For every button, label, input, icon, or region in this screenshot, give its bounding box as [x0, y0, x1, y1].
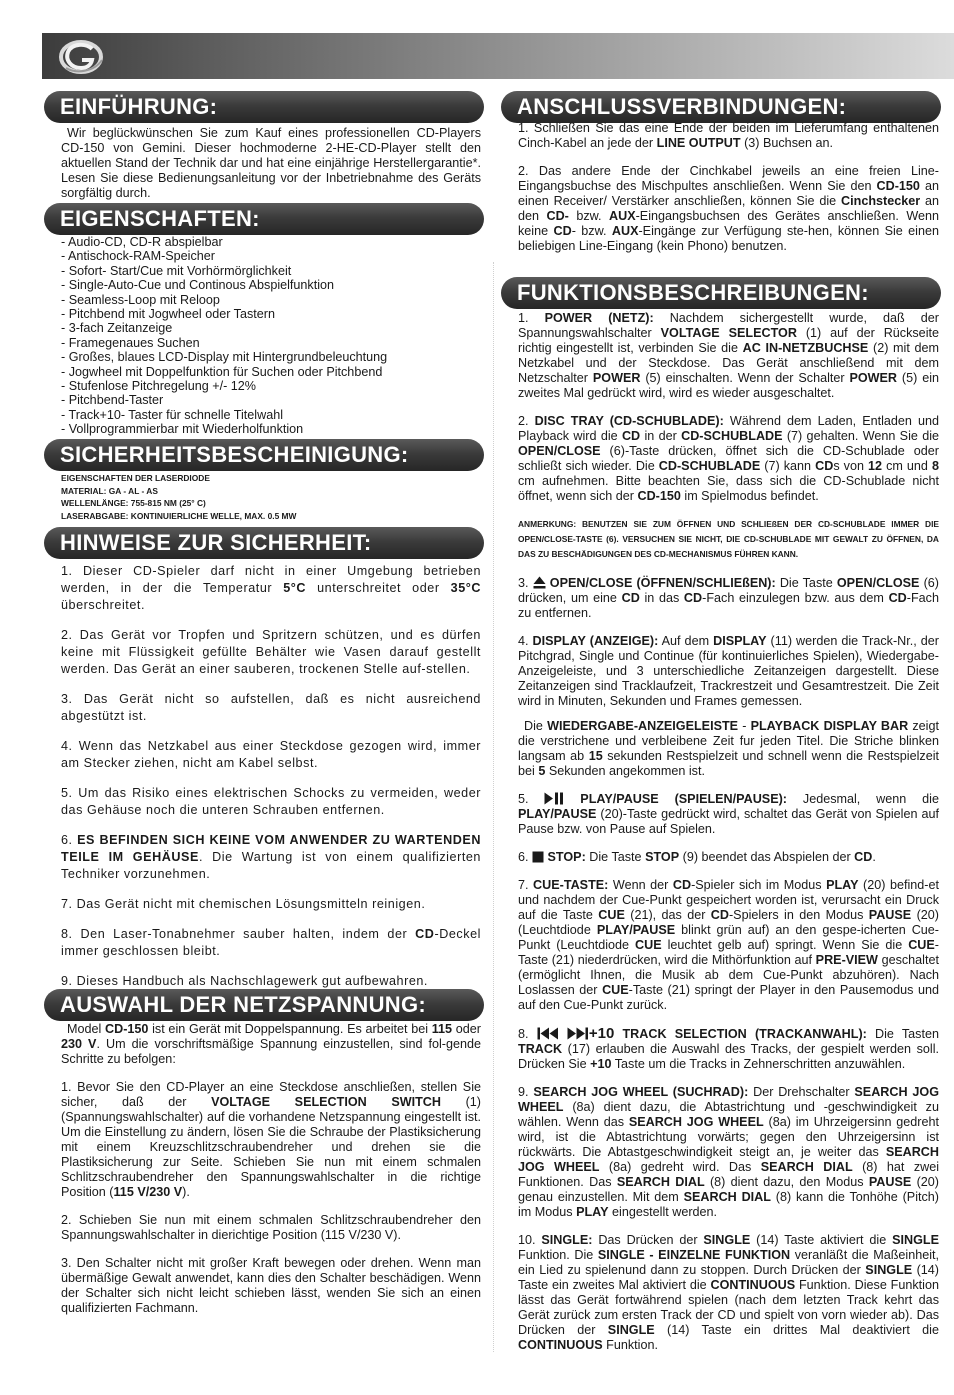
function-1-power: 1. POWER (NETZ): Nachdem sichergestellt wurde, daß der Spannungswahlschalter VOLTAGE SELECTOR (1) auf der Rückseite richtig eingestellt ist, verbinden Sie die AC IN-NETZBUCHSE (2) mit dem Netzkabel und der Steckdose. Das Gerät anschließend mit dem Netzschalter POWER (5) einschalten. Wenn der Schalter POWER (5) ein zweites Mal gedrückt wird, wird es wieder ausgeschaltet.: [518, 311, 939, 400]
safety-note-6: 6. ES BEFINDEN SICH KEINE VOM ANWENDER ZU WARTENDEN TEILE IM GEHÄUSE. Die Wartung ist von einem qualifizierten Techniker vorzunehmen.: [61, 833, 481, 881]
laser-specs: [61, 472, 481, 522]
list-item: - Antischock-RAM-Speicher: [61, 249, 215, 264]
stop-icon: [532, 851, 544, 863]
function-8-track-selection: 8. +10 TRACK SELECTION (TRACKANWAHL): Die Tasten TRACK (17) erlauben die Auswahl des Tracks, der gespielt werden soll. Drücken Sie +10 Taste um die Tracks in Zehnerschritten anzuwählen.: [518, 1024, 939, 1071]
safety-note-3: 3. Das Gerät nicht so aufstellen, daß es nicht ausreichend abgestützt ist.: [61, 692, 481, 723]
list-item: - Track+10- Taster für schnelle Titelwahl: [61, 407, 284, 422]
voltage-step-1: 1. Bevor Sie den CD-Player an eine Steckdose anschließen, stellen Sie sicher, daß der VOLTAGE SELECTION SWITCH (1) (Spannungswahlschalter) auf die vorhandene Netzspannung eingestellt ist. Um die Einstellung zu ändern, lösen Sie die Schraube der Plastiksicherung mit einem Kreuzschlitzschraubendreher und drehen sie die Plastiksicherung zur Seite. Schieben Sie nun mit einem schmalen Schlitzschraubendreher den Spannungswahlschalter in die richtige Position (115 V/230 V).: [61, 1080, 481, 1199]
list-item: - Pitchbend-Taster: [61, 393, 164, 408]
function-4-display: 4. DISPLAY (ANZEIGE): Auf dem DISPLAY (11) werden die Track-Nr., der Pitchgrad, Single und Continue (für kontinuierliches Spielen), Wiedergabe-Anzeigeleiste, und 3 unterschiedliche Zeitanzeigen dargestellt. Diese Zeitanzeigen sind Tracklaufzeit, Trackrestzeit und Gesamtrestzeit. Die Zeit wird in Minuten, Sekunden und Frames gemessen.: [518, 633, 939, 708]
safety-notes: [61, 563, 481, 1003]
safety-note-8: 8. Den Laser-Tonabnehmer sauber halten, indem der CD-Deckel immer geschlossen bleibt.: [61, 927, 481, 958]
safety-note-7: 7. Das Gerät nicht mit chemischen Lösungsmitteln reinigen.: [61, 897, 426, 911]
function-7-cue: 7. CUE-TASTE: Wenn der CD-Spieler sich im Modus PLAY (20) befind-et und nachdem der Cue-Punkt gespeichert worden ist, verursacht ein Druck auf die Taste CUE (21), das der CD-Spielers in den Modus PAUSE (20) (Leuchtdiode PLAY/PAUSE blinkt grün auf) an den gespe-icherten Cue-Punkt (Leuchtdiode CUE leuchtet gelb auf) springt. Wenn Sie die CUE-Taste (21) niederdrücken, wird die Mithörfunktion auf PRE-VIEW geschaltet (ermöglicht Ihnen, die Musik ab dem Cue-Punkt abzuhören). Nach Loslassen der CUE-Taste (21) springt der Player in den Pausemodus und auf den Cue-Punkt zurück.: [518, 877, 939, 1012]
laser-spec-line: WELLENLÄNGE: 755-815 NM (25° C): [61, 498, 206, 508]
intro-paragraph: Wir beglückwünschen Sie zum Kauf eines professionellen CD-Players CD-150 von Gemini. Dieser hochmoderne 2-HE-CD-Player stellt den aktuellen Stand der Technik dar und hat eine einjährige Herstellergarantie*. Lesen Sie diese Bedienungsanleitung vor der Inbetriebnahme des Geräts sorgfältig durch.: [61, 126, 481, 200]
heading-auswahl: AUSWAHL DER NETZSPANNUNG:: [44, 989, 484, 1021]
intro-text: [61, 126, 481, 201]
list-item: - Stufenlose Pitchregelung +/- 12%: [61, 379, 256, 394]
connection-step-2: 2. Das andere Ende der Cinchkabel jeweils an eine freien Line-Eingangsbuchse des Mischpultes anschließen. Wenn Sie den CD-150 an einen Receiver/ Verstärker anschließen, können Sie die Cinchstecker an den CD- bzw. AUX-Eingangsbuchsen des Gerätes anschließen. Wenn keine CD- bzw. AUX-Eingänge zur Verfügung ste-hen, können Sie einen beliebigen Line-Eingang (kein Phono) benutzen.: [518, 164, 939, 253]
function-10-single: 10. SINGLE: Das Drücken der SINGLE (14) Taste aktiviert die SINGLE Funktion. Die SINGLE - EINZELNE FUNKTION veranläßt die Maßeinheit, ein Lied zu spielenund dann zu stoppen. Durch Drücken der SINGLE (14) Taste ein zweites Mal aktiviert die CONTINUOUS Funktion. Diese Funktion lässt das Gerät fortwährend spielen (nach dem letzten Track kehrt das Gerät zurück zum ersten Track der CD und spielt von vorn wieder ab). Das Drücken der SINGLE (14) Taste ein drittes Mal deaktiviert die CONTINUOUS Funktion.: [518, 1232, 939, 1352]
track-skip-back-icon: [537, 1027, 559, 1040]
play-pause-icon: [544, 792, 564, 805]
list-item: - Single-Auto-Cue und Continous Abspielfunktion: [61, 278, 335, 293]
heading-einfuehrung: EINFÜHRUNG:: [44, 91, 484, 123]
features-list: [61, 235, 481, 437]
plus-ten-label: +10: [588, 1024, 615, 1042]
voltage-section: [61, 1022, 481, 1329]
safety-note-2: 2. Das Gerät vor Tropfen und Spritzern schützen, und es dürfen keine mit Flüssigkeit gefüllte Behälter wie Vasen darauf gestellt werden. Das Gerät an einer sauberen, trockenen Stelle auf-stellen.: [61, 628, 481, 676]
header-bar: [42, 33, 954, 79]
function-2-disc-tray: 2. DISC TRAY (CD-SCHUBLADE): Während dem Laden, Entladen und Playback wird die CD in der CD-SCHUBLADE (7) gehalten. Wenn Sie die OPEN/CLOSE (6)-Taste drücken, öffnet sich die CD-Schublade oder schließt sich wieder. Die CD-SCHUBLADE (7) kann CDs von 12 cm und 8 cm aufnehmen. Bitte beachten Sie, dass sich die CD-Schublade nicht öffnet, wenn sich der CD-150 im Spielmodus befindet.: [518, 414, 939, 503]
connection-step-1: 1. Schließen Sie das eine Ende der beiden im Lieferumfang enthaltenen Cinch-Kabel an jede der LINE OUTPUT (3) Buchsen an.: [518, 121, 939, 150]
voltage-intro: Model CD-150 ist ein Gerät mit Doppelspannung. Es arbeitet bei 115 oder 230 V. Um die vorschriftsmäßige Spannung einzustellen, sind fol-gende Schritte zu befolgen:: [61, 1022, 481, 1066]
safety-note-9: 9. Dieses Handbuch als Nachschlagewerk gut aufbewahren.: [61, 974, 428, 988]
gemini-logo-icon: [56, 38, 106, 76]
function-6-stop: 6. STOP: Die Taste STOP (9) beendet das Abspielen der CD.: [518, 849, 876, 864]
voltage-step-3: 3. Den Schalter nicht mit großer Kraft bewegen oder drehen. Wenn man übermäßige Gewalt anwendet, kann dies den Schalter beschädigen. Wenn der Schalter sich nicht leicht schieben lässt, wenden Sie sich an einen qualifizierten Fachmann.: [61, 1256, 481, 1315]
heading-eigenschaften: EIGENSCHAFTEN:: [44, 203, 484, 235]
safety-note-1: 1. Dieser CD-Spieler darf nicht in einer Umgebung betrieben werden, in der die Temperatur 5°C unterschreitet oder 35°C überschreitet.: [61, 564, 481, 612]
list-item: - Vollprogrammierbar mit Wiederholfunktion: [61, 422, 304, 437]
functions-section: [518, 311, 939, 1366]
heading-anschluss: ANSCHLUSSVERBINDUNGEN:: [501, 91, 941, 123]
safety-note-4: 4. Wenn das Netzkabel aus einer Steckdose gezogen wird, immer am Stecker ziehen, nicht am Kabel selbst.: [61, 739, 481, 770]
voltage-step-2: 2. Schieben Sie nun mit einem schmalen Schlitzschraubendreher den Spannungswahlschalter in dierichtige Position (115 V/230 V).: [61, 1213, 481, 1242]
function-3-open-close: 3. OPEN/CLOSE (ÖFFNEN/SCHLIEßEN): Die Taste OPEN/CLOSE (6) drücken, um eine CD in das CD-Fach einzulegen bzw. aus dem CD-Fach zu entfernen.: [518, 575, 939, 620]
list-item: - Jogwheel mit Doppelfunktion für Suchen oder Pitchbend: [61, 364, 383, 379]
safety-note-5: 5. Um das Risiko eines elektrischen Schocks zu vermeiden, weder das Gehäuse noch die unteren Schrauben entfernen.: [61, 786, 481, 817]
list-item: - 3-fach Zeitanzeige: [61, 321, 173, 336]
heading-sicherheitsbescheinigung: SICHERHEITSBESCHEINIGUNG:: [44, 439, 484, 471]
list-item: - Seamless-Loop mit Reloop: [61, 292, 220, 307]
function-5-play-pause: 5. PLAY/PAUSE (SPIELEN/PAUSE): Jedesmal, wenn die PLAY/PAUSE (20)-Taste gedrückt wird, schaltet das Gerät von Spielen auf Pause bzw. von Pause auf Spielen.: [518, 791, 939, 836]
heading-hinweise: HINWEISE ZUR SICHERHEIT:: [44, 527, 484, 559]
list-item: - Großes, blaues LCD-Display mit Hintergrundbeleuchtung: [61, 350, 388, 365]
heading-funktion: FUNKTIONSBESCHREIBUNGEN:: [501, 277, 941, 309]
list-item: - Pitchbend mit Jogwheel oder Tastern: [61, 307, 275, 322]
laser-spec-line: EIGENSCHAFTEN DER LASERDIODE: [61, 473, 210, 483]
laser-spec-line: LASERABGABE: KONTINUIERLICHE WELLE, MAX. 0.5 MW: [61, 510, 297, 521]
list-item: - Audio-CD, CD-R abspielbar: [61, 235, 223, 249]
track-skip-forward-icon: [567, 1027, 589, 1040]
column-divider: [493, 262, 494, 1352]
tray-note: ANMERKUNG: BENUTZEN SIE ZUM ÖFFNEN UND SCHLIEßEN DER CD-SCHUBLADE IMMER DIE OPEN/CLOSE-TASTE (6). VERSUCHEN SIE NICHT, DIE CD-SCHUBLADE MIT GEWALT ZU ÖFFNEN, DA DAS ZU BESCHÄDIGUNGEN DES CD-MECHANISMUS FÜHREN KANN.: [518, 519, 939, 560]
laser-spec-line: MATERIAL: GA - AL - AS: [61, 485, 158, 496]
list-item: - Framegenaues Suchen: [61, 335, 200, 350]
function-9-jog-wheel: 9. SEARCH JOG WHEEL (SUCHRAD): Der Drehschalter SEARCH JOG WHEEL (8a) dient dazu, die Abtastrichtung und -geschwindigkeit zu wählen. Wenn das SEARCH JOG WHEEL (8a) im Uhrzeigersinn gedreht wird, ist die Abtastrichtung vorwärts; gegen den Uhrzeigersinn ist rückwärts. Die Abtastgeschwindigkeit steigt an, je weiter das SEARCH JOG WHEEL (8a) gedreht wird. Das SEARCH DIAL (8) hat zwei Funktionen. Das SEARCH DIAL (8) dient dazu, den Modus PAUSE (20) genau einzustellen. Mit dem SEARCH DIAL (8) kann die Tonhöhe (Pitch) im Modus PLAY eingestellt werden.: [518, 1084, 940, 1219]
connections-section: [518, 121, 939, 267]
list-item: - Sofort- Start/Cue mit Vorhörmörglichkeit: [61, 263, 292, 278]
eject-icon: [533, 576, 546, 589]
function-4-playback-bar: Die WIEDERGABE-ANZEIGELEISTE - PLAYBACK DISPLAY BAR zeigt die verstrichene und verbleibene Zeit fur jeden Titel. Die Striche blinken langsam ab 15 sekunden Restspielzeit und schnell wenn die Restspielzeit bei 5 Sekunden angekommen ist.: [518, 718, 939, 778]
